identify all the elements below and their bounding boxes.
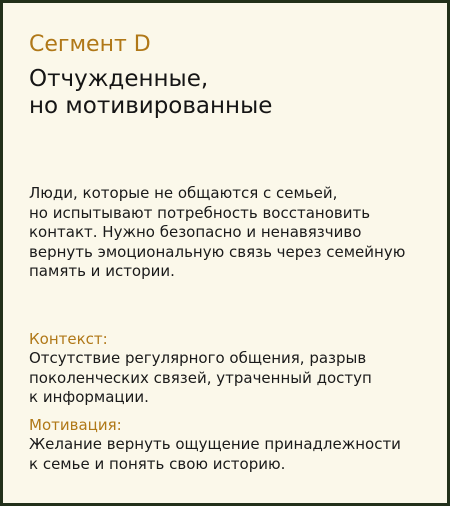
description-line: вернуть эмоциональную связь через семейную bbox=[29, 242, 406, 261]
description-line: память и истории. bbox=[29, 262, 175, 280]
motivation-label: Мотивация: bbox=[29, 416, 122, 434]
segment-label: Сегмент D bbox=[29, 32, 151, 57]
motivation-text bbox=[29, 435, 401, 474]
context-label: Контекст: bbox=[29, 330, 108, 348]
description-line: Люди, которые не общаются с семьей, bbox=[29, 184, 338, 202]
description-line: контакт. Нужно безопасно и ненавязчиво bbox=[29, 223, 362, 241]
segment-card bbox=[3, 3, 447, 503]
description-line: но испытывают потребность восстановить bbox=[29, 203, 371, 222]
motivation-line: Желание вернуть ощущение принадлежности bbox=[29, 435, 401, 453]
context-text bbox=[29, 349, 372, 408]
motivation-line: к семье и понять свою историю. bbox=[29, 454, 286, 473]
segment-title-line: но мотивированные bbox=[29, 93, 273, 119]
segment-title-line: Отчужденные, bbox=[29, 66, 209, 92]
context-line: Отсутствие регулярного общения, разрыв bbox=[29, 349, 367, 367]
segment-title bbox=[29, 66, 272, 120]
context-line: к информации. bbox=[29, 388, 149, 406]
context-line: поколенческих связей, утраченный доступ bbox=[29, 368, 372, 387]
segment-description bbox=[29, 184, 405, 282]
